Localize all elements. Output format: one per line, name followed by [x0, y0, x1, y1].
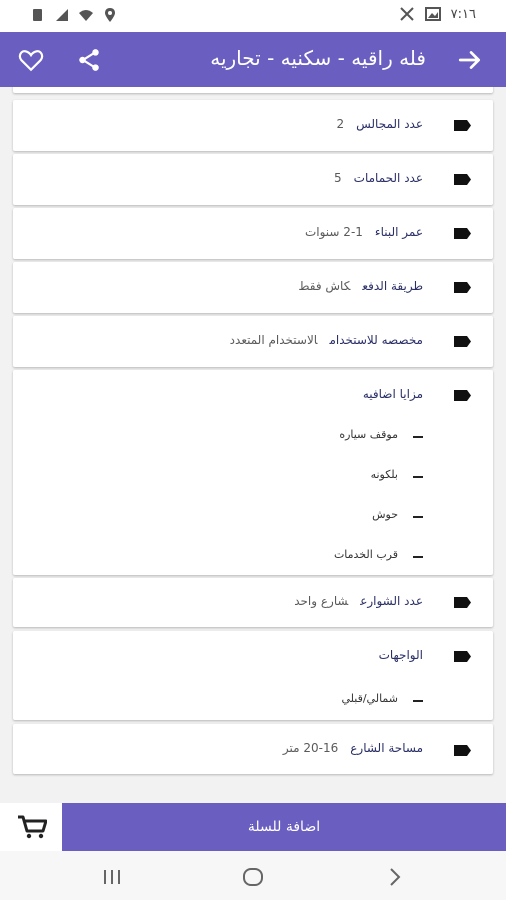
cart-button[interactable]	[0, 803, 62, 851]
add-to-cart-button[interactable]: اضافة للسلة	[62, 803, 506, 851]
detail-label: عدد المجالس2	[336, 117, 423, 131]
label-icon	[454, 120, 471, 131]
heart-icon[interactable]	[18, 47, 44, 73]
detail-card-streets	[13, 578, 493, 627]
recent-apps-icon[interactable]	[100, 865, 124, 889]
status-bar	[0, 0, 506, 32]
detail-card-payment	[13, 262, 493, 313]
detail-value: 16-20 متر	[282, 741, 339, 755]
cart-icon	[17, 815, 47, 839]
label-icon	[454, 390, 471, 401]
details-content[interactable]	[0, 87, 506, 803]
signal-icon	[54, 7, 70, 23]
feature-item: قرب الخدمات	[333, 548, 398, 561]
detail-label: مخصصه للاستخدامالاستخدام المتعدد	[229, 333, 423, 347]
feature-bullet	[413, 436, 423, 438]
back-icon[interactable]	[383, 865, 407, 889]
detail-label: عدد الشوارعشارع واحد	[294, 594, 423, 608]
detail-card-usage	[13, 316, 493, 367]
facades-label: الواجهات	[378, 648, 423, 662]
detail-label: عمر البناء1-2 سنوات	[304, 225, 423, 239]
detail-value: الاستخدام المتعدد	[229, 333, 318, 347]
detail-card-facades	[13, 631, 493, 720]
feature-bullet	[413, 556, 423, 558]
label-icon	[454, 228, 471, 239]
feature-item: حوش	[372, 508, 398, 521]
location-icon	[102, 7, 118, 23]
detail-card-majalis	[13, 100, 493, 151]
arrow-right-icon[interactable]	[457, 47, 483, 73]
detail-value: كاش فقط	[298, 279, 351, 293]
feature-item: موقف سياره	[339, 428, 398, 441]
system-nav-bar	[0, 851, 506, 900]
facade-bullet	[413, 700, 423, 702]
detail-label: طريقة الدفعكاش فقط	[298, 279, 423, 293]
detail-value: 2	[336, 117, 345, 131]
status-icons-left	[30, 7, 118, 23]
share-icon[interactable]	[76, 47, 102, 73]
label-icon	[454, 597, 471, 608]
label-icon	[454, 651, 471, 662]
detail-label: مساحة الشارع16-20 متر	[282, 741, 423, 755]
label-icon	[454, 174, 471, 185]
detail-card-building-age	[13, 208, 493, 259]
detail-card-features	[13, 370, 493, 575]
sim-icon	[30, 7, 46, 23]
gallery-icon	[425, 6, 441, 22]
mute-icon	[399, 6, 415, 22]
detail-card-bathrooms	[13, 154, 493, 205]
label-icon	[454, 336, 471, 347]
status-time: ٧:١٦	[450, 6, 476, 22]
detail-value: 5	[334, 171, 342, 185]
feature-item: بلكونه	[370, 468, 398, 481]
facade-item: شمالي/قبلي	[341, 692, 398, 705]
detail-card-street-width	[13, 724, 493, 774]
page-title: فله راقيه - سكنيه - تجاريه	[210, 46, 426, 70]
card-partial	[13, 87, 493, 93]
detail-value: 1-2 سنوات	[304, 225, 363, 239]
app-bar	[0, 32, 506, 87]
feature-bullet	[413, 516, 423, 518]
features-label: مزايا اضافيه	[362, 387, 423, 401]
label-icon	[454, 745, 471, 756]
wifi-icon	[78, 7, 94, 23]
bottom-action-bar	[0, 803, 506, 851]
status-icons-right	[399, 6, 476, 22]
detail-label: عدد الحمامات5	[334, 171, 423, 185]
label-icon	[454, 282, 471, 293]
detail-value: شارع واحد	[294, 594, 349, 608]
feature-bullet	[413, 476, 423, 478]
home-icon[interactable]	[241, 865, 265, 889]
